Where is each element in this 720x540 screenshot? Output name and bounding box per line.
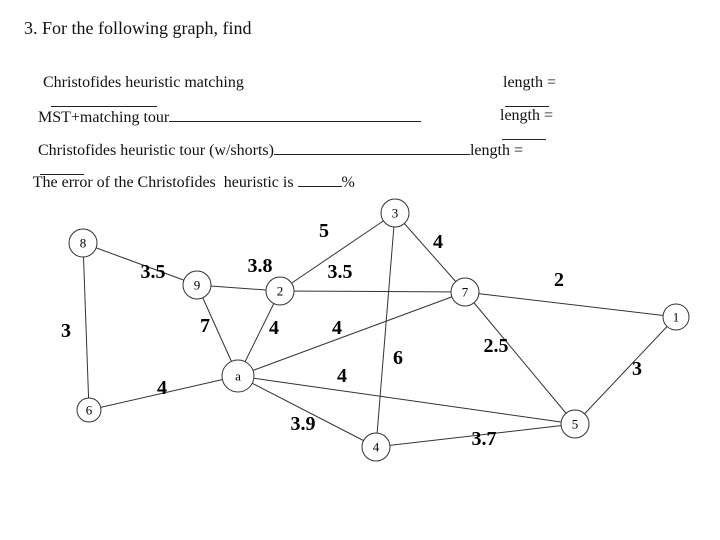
node-label-3: 3 <box>391 205 399 221</box>
edge-weight-7-1: 2 <box>554 269 564 291</box>
edge-weight-1-5: 3 <box>632 358 642 380</box>
node-label-8: 8 <box>79 235 87 251</box>
edge-7-1 <box>465 292 676 317</box>
edge-7-5 <box>465 292 575 424</box>
edge-1-5 <box>575 317 676 424</box>
edge-a-5 <box>238 376 575 424</box>
matching-label: Christofides heuristic matching <box>43 74 244 91</box>
mst-tour-length-label: length = <box>500 107 554 124</box>
node-4 <box>362 433 390 461</box>
christofides-tour-length-label: length = <box>469 142 523 159</box>
node-8 <box>69 229 97 257</box>
node-6 <box>77 398 101 422</box>
node-label-6: 6 <box>85 402 93 418</box>
edge-2-7 <box>280 291 465 292</box>
edge-weight-a-5: 4 <box>337 365 347 387</box>
christofides-tour-label: Christofides heuristic tour (w/shorts) <box>38 142 274 159</box>
node-9 <box>183 271 211 299</box>
edge-weight-7-5: 2.5 <box>483 335 509 357</box>
node-a <box>222 360 254 392</box>
node-label-9: 9 <box>193 277 201 293</box>
edge-a-4 <box>238 376 376 447</box>
edge-weight-6-a: 4 <box>157 377 167 399</box>
node-5 <box>561 410 589 438</box>
node-label-4: 4 <box>372 439 380 455</box>
node-label-7: 7 <box>461 284 469 300</box>
edge-weight-8-9: 3.5 <box>140 261 166 283</box>
node-7 <box>451 278 479 306</box>
edge-weight-2-a: 4 <box>269 317 279 339</box>
edge-3-4 <box>376 213 395 447</box>
edge-weight-2-7: 3.5 <box>327 261 353 283</box>
node-label-a: a <box>235 368 241 384</box>
edge-weight-4-5: 3.7 <box>471 428 497 450</box>
edge-weight-8-6: 3 <box>61 320 71 342</box>
edge-weight-9-2: 3.8 <box>247 255 273 277</box>
edge-weight-2-3: 5 <box>319 220 329 242</box>
error-label: The error of the Christofides heuristic is <box>32 174 298 191</box>
edge-weight-9-a: 7 <box>200 315 210 337</box>
mst-tour-label: MST+matching tour <box>38 109 170 126</box>
edge-8-6 <box>83 243 89 410</box>
question-title: 3. For the following graph, find <box>24 18 252 38</box>
node-1 <box>663 304 689 330</box>
edge-weight-3-4: 6 <box>393 347 403 369</box>
edge-3-7 <box>395 213 465 292</box>
node-2 <box>266 277 294 305</box>
node-label-1: 1 <box>672 309 680 325</box>
node-3 <box>381 199 409 227</box>
edge-weight-3-7: 4 <box>433 231 443 253</box>
matching-length-label: length = <box>503 74 557 91</box>
node-label-2: 2 <box>276 283 284 299</box>
node-label-5: 5 <box>571 416 579 432</box>
edge-weight-a-4: 3.9 <box>290 413 316 435</box>
edge-weight-a-7: 4 <box>332 317 342 339</box>
percent-sign: % <box>341 174 355 191</box>
